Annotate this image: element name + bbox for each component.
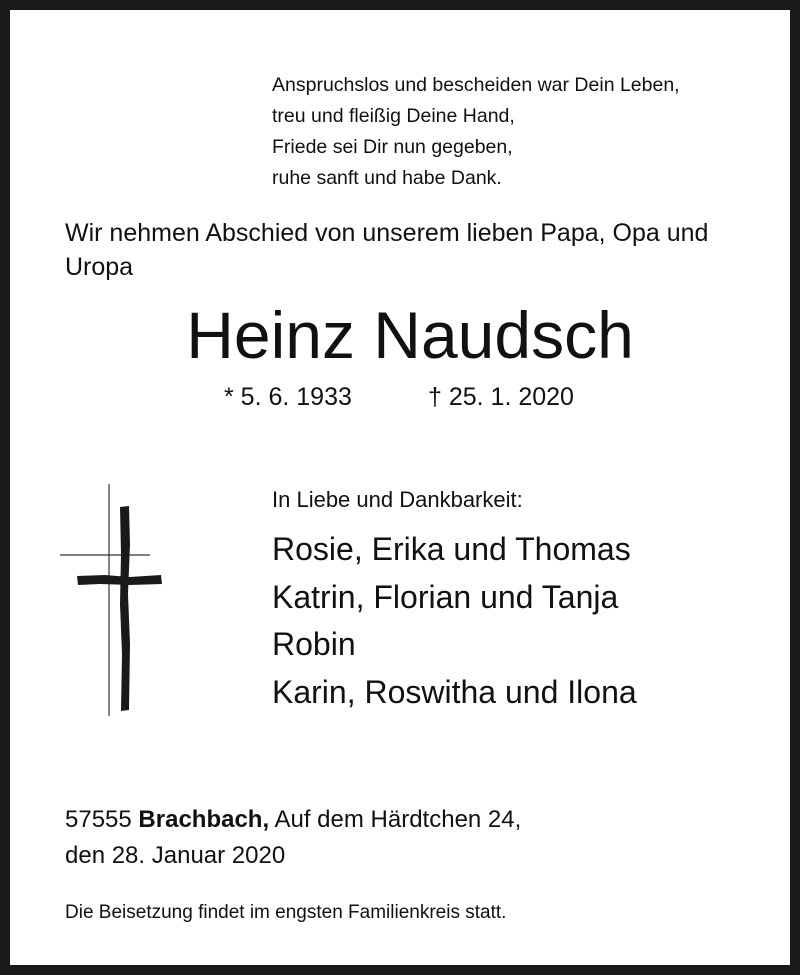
city: Brachbach,: [138, 806, 270, 833]
street: Auf dem Härdtchen 24,: [274, 806, 522, 833]
deceased-name: Heinz Naudsch: [186, 298, 634, 372]
mourner-line: Robin: [272, 626, 356, 662]
death-date: † 25. 1. 2020: [428, 383, 574, 411]
farewell-intro: Wir nehmen Abschied von unserem lieben Papa, Opa und Uropa: [65, 219, 709, 281]
birth-date: * 5. 6. 1933: [224, 383, 352, 411]
poem-line: treu und fleißig Deine Hand,: [272, 105, 515, 127]
cross-icon: [60, 484, 170, 716]
mourner-line: Rosie, Erika und Thomas: [272, 531, 631, 567]
poem-line: Anspruchslos und bescheiden war Dein Leben,: [272, 74, 680, 96]
mourners-heading: In Liebe und Dankbarkeit:: [272, 487, 523, 512]
funeral-note: Die Beisetzung findet im engsten Familienkreis statt.: [65, 902, 507, 923]
poem: [272, 70, 680, 194]
mourner-line: Karin, Roswitha und Ilona: [272, 673, 637, 710]
postal-code: 57555: [65, 806, 132, 833]
mourners-list: [272, 526, 637, 716]
poem-line: Friede sei Dir nun gegeben,: [272, 136, 513, 158]
mourner-line: Katrin, Florian und Tanja: [272, 578, 619, 615]
address: [65, 802, 521, 838]
place-date: den 28. Januar 2020: [65, 842, 286, 869]
poem-line: ruhe sanft und habe Dank.: [272, 167, 502, 189]
